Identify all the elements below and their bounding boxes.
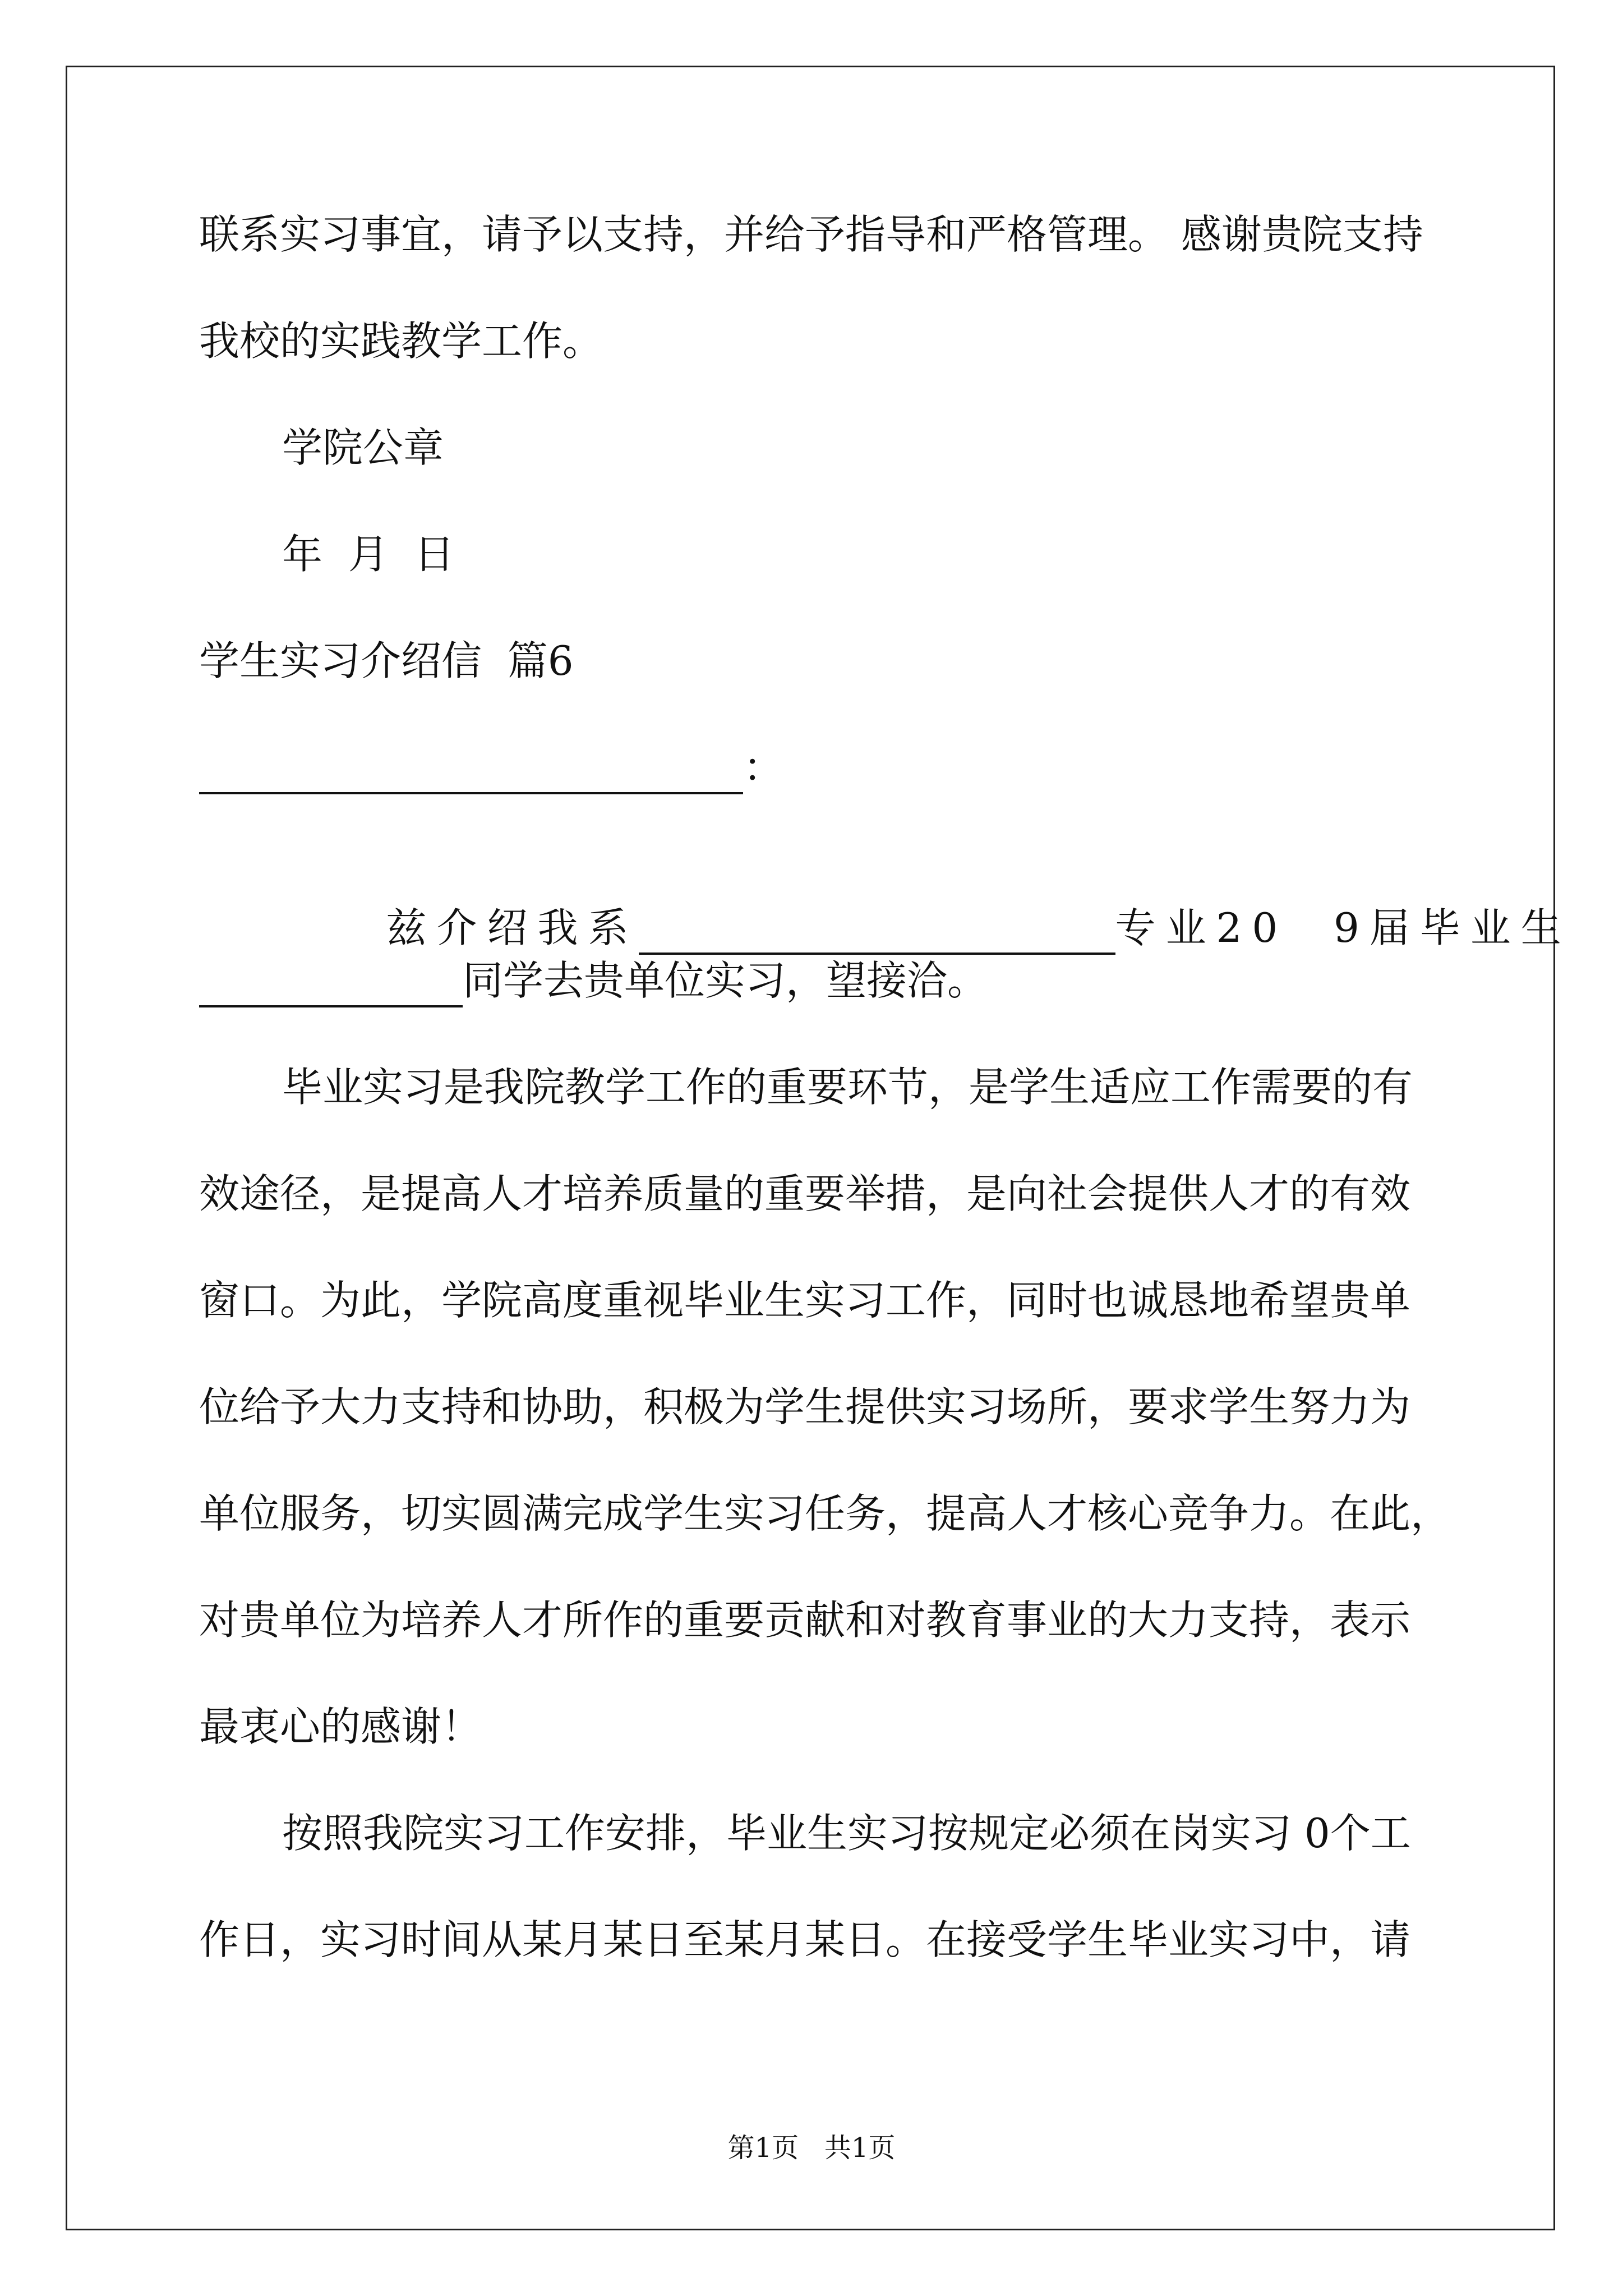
intro-line-2 bbox=[199, 954, 1467, 1060]
page-number: 第1页 共1页 bbox=[727, 2132, 896, 2164]
paragraph-line: 对贵单位为培养人才所作的重要贡献和对教育事业的大力支持，表示 bbox=[199, 1596, 1411, 1644]
document-body bbox=[199, 208, 1571, 2019]
intro-line bbox=[199, 847, 1571, 954]
intro-text-a: 兹介绍我系 bbox=[386, 904, 639, 951]
paragraph-line: 按照我院实习工作安排，毕业生实习按规定必须在岗实习 0个工 bbox=[282, 1810, 1411, 1857]
salutation-colon: ： bbox=[743, 744, 784, 791]
seal-label: 学院公章 bbox=[282, 424, 444, 471]
paragraph-line: 毕业实习是我院教学工作的重要环节，是学生适应工作需要的有 bbox=[282, 1064, 1413, 1111]
paragraph-line: 联系实习事宜，请予以支持，并给予指导和严格管理。 感谢贵院支持 bbox=[199, 211, 1423, 258]
paragraph-line: 位给予大力支持和协助，积极为学生提供实习场所，要求学生努力为 bbox=[199, 1383, 1411, 1430]
recipient-blank bbox=[199, 747, 743, 794]
paragraph-line: 窗口。为此，学院高度重视毕业生实习工作，同时也诚恳地希望贵单 bbox=[199, 1277, 1411, 1324]
intro-text-c: 同学去贵单位实习，望接洽。 bbox=[463, 957, 988, 1004]
paragraph-line: 单位服务，切实圆满完成学生实习任务，提高人才核心竞争力。在此， bbox=[199, 1490, 1451, 1537]
paragraph-line: 效途径，是提高人才培养质量的重要举措，是向社会提供人才的有效 bbox=[199, 1170, 1411, 1217]
major-blank bbox=[639, 908, 1115, 955]
paragraph-line: 我校的实践教学工作。 bbox=[199, 318, 603, 365]
section-title: 学生实习介绍信 篇6 bbox=[199, 637, 574, 684]
paragraph-line: 最衷心的感谢！ bbox=[199, 1703, 482, 1750]
intro-text-b: 专业20 9届毕业生 bbox=[1115, 904, 1571, 951]
paragraph-line: 作日，实习时间从某月某日至某月某日。在接受学生毕业实习中，请 bbox=[199, 1916, 1411, 1963]
salutation-line bbox=[199, 740, 1467, 847]
date-line: 年 月 日 bbox=[282, 531, 455, 578]
student-name-blank bbox=[199, 960, 463, 1007]
